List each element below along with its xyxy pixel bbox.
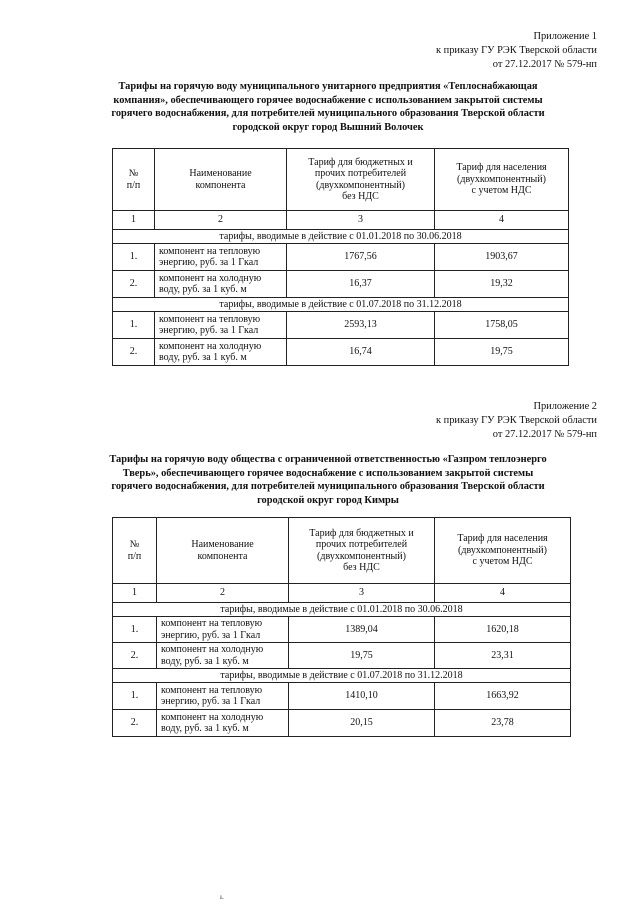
row-budget-value: 1767,56 xyxy=(287,244,435,271)
row-population-value: 1758,05 xyxy=(435,312,569,339)
title-line: городской округ город Вышний Волочек xyxy=(232,121,424,133)
row-name: компонент на холодную воду, руб. за 1 куб. м xyxy=(157,643,289,669)
row-num: 2. xyxy=(113,271,155,298)
appendix-1-header xyxy=(436,30,597,72)
period-label: тарифы, вводимые в действие с 01.07.2018 по 31.12.2018 xyxy=(113,669,571,683)
row-name: компонент на тепловую энергию, руб. за 1 Гкал xyxy=(157,617,289,643)
table-row xyxy=(113,271,569,298)
row-num: 2. xyxy=(113,710,157,737)
row-population-value: 23,31 xyxy=(435,643,571,669)
row-name: компонент на холодную воду, руб. за 1 куб. м xyxy=(155,339,287,366)
title-line: Тарифы на горячую воду муниципального унитарного предприятия «Теплоснабжающая xyxy=(118,81,538,92)
appendix-1-title xyxy=(78,80,578,134)
row-name: компонент на тепловую энергию, руб. за 1 Гкал xyxy=(155,312,287,339)
col-number: 3 xyxy=(289,584,435,603)
row-num: 1. xyxy=(113,244,155,271)
period-label: тарифы, вводимые в действие с 01.07.2018 по 31.12.2018 xyxy=(113,298,569,312)
table-header-row xyxy=(113,149,569,211)
row-population-value: 1663,92 xyxy=(435,683,571,710)
header-name: Наименование компонента xyxy=(157,518,289,584)
title-line: Тарифы на горячую воду общества с ограниченной ответственностью «Газпром теплоэнерго xyxy=(109,454,547,465)
row-budget-value: 2593,13 xyxy=(287,312,435,339)
row-name: компонент на тепловую энергию, руб. за 1 Гкал xyxy=(155,244,287,271)
table-header-row xyxy=(113,518,571,584)
row-population-value: 19,32 xyxy=(435,271,569,298)
period-row xyxy=(113,298,569,312)
appendix-2-line: от 27.12.2017 № 579-нп xyxy=(492,429,597,440)
header-budget-tariff: Тариф для бюджетных и прочих потребителей (двухкомпонентный) без НДС xyxy=(287,149,435,211)
table-row xyxy=(113,710,571,737)
table-row xyxy=(113,617,571,643)
row-population-value: 1620,18 xyxy=(435,617,571,643)
period-label: тарифы, вводимые в действие с 01.01.2018 по 30.06.2018 xyxy=(113,230,569,244)
title-line: Тверь», обеспечивающего горячее водоснабжение с использованием закрытой системы xyxy=(122,467,534,479)
appendix-1-line: от 27.12.2017 № 579-нп xyxy=(492,59,597,70)
appendix-1-line: Приложение 1 xyxy=(533,31,597,42)
appendix-1-line: к приказу ГУ РЭК Тверской области xyxy=(436,45,597,56)
row-population-value: 1903,67 xyxy=(435,244,569,271)
row-name: компонент на тепловую энергию, руб. за 1 Гкал xyxy=(157,683,289,710)
title-line: горячего водоснабжения, для потребителей муниципального образования Тверской области xyxy=(111,481,545,492)
col-number: 4 xyxy=(435,211,569,230)
period-row xyxy=(113,603,571,617)
column-number-row xyxy=(113,584,571,603)
table-row xyxy=(113,339,569,366)
row-num: 2. xyxy=(113,643,157,669)
table-row xyxy=(113,244,569,271)
appendix-2-line: к приказу ГУ РЭК Тверской области xyxy=(436,415,597,426)
row-budget-value: 20,15 xyxy=(289,710,435,737)
row-budget-value: 1389,04 xyxy=(289,617,435,643)
period-row xyxy=(113,230,569,244)
appendix-2-header xyxy=(436,400,597,442)
row-population-value: 23,78 xyxy=(435,710,571,737)
row-num: 1. xyxy=(113,683,157,710)
header-num: № п/п xyxy=(113,149,155,211)
title-line: компания», обеспечивающего горячее водоснабжение с использованием закрытой системы xyxy=(113,94,543,106)
col-number: 3 xyxy=(287,211,435,230)
appendix-2-line: Приложение 2 xyxy=(533,401,597,412)
header-budget-tariff: Тариф для бюджетных и прочих потребителей (двухкомпонентный) без НДС xyxy=(289,518,435,584)
row-num: 2. xyxy=(113,339,155,366)
col-number: 4 xyxy=(435,584,571,603)
row-budget-value: 1410,10 xyxy=(289,683,435,710)
stray-mark: ı. xyxy=(220,893,224,901)
title-line: горячего водоснабжения, для потребителей муниципального образования Тверской области xyxy=(111,108,545,119)
row-name: компонент на холодную воду, руб. за 1 куб. м xyxy=(157,710,289,737)
row-budget-value: 16,37 xyxy=(287,271,435,298)
table-row xyxy=(113,312,569,339)
column-number-row xyxy=(113,211,569,230)
row-num: 1. xyxy=(113,312,155,339)
col-number: 1 xyxy=(113,584,157,603)
table-row xyxy=(113,643,571,669)
period-label: тарифы, вводимые в действие с 01.01.2018 по 30.06.2018 xyxy=(113,603,571,617)
tariff-table-1 xyxy=(112,148,569,366)
row-population-value: 19,75 xyxy=(435,339,569,366)
header-population-tariff: Тариф для населения (двухкомпонентный) с учетом НДС xyxy=(435,149,569,211)
appendix-2-title xyxy=(78,453,578,507)
row-name: компонент на холодную воду, руб. за 1 куб. м xyxy=(155,271,287,298)
header-population-tariff: Тариф для населения (двухкомпонентный) с учетом НДС xyxy=(435,518,571,584)
row-num: 1. xyxy=(113,617,157,643)
header-num: № п/п xyxy=(113,518,157,584)
title-line: городской округ город Кимры xyxy=(257,494,399,506)
col-number: 1 xyxy=(113,211,155,230)
col-number: 2 xyxy=(155,211,287,230)
period-row xyxy=(113,669,571,683)
col-number: 2 xyxy=(157,584,289,603)
row-budget-value: 19,75 xyxy=(289,643,435,669)
header-name: Наименование компонента xyxy=(155,149,287,211)
tariff-table-2 xyxy=(112,517,571,737)
row-budget-value: 16,74 xyxy=(287,339,435,366)
table-row xyxy=(113,683,571,710)
